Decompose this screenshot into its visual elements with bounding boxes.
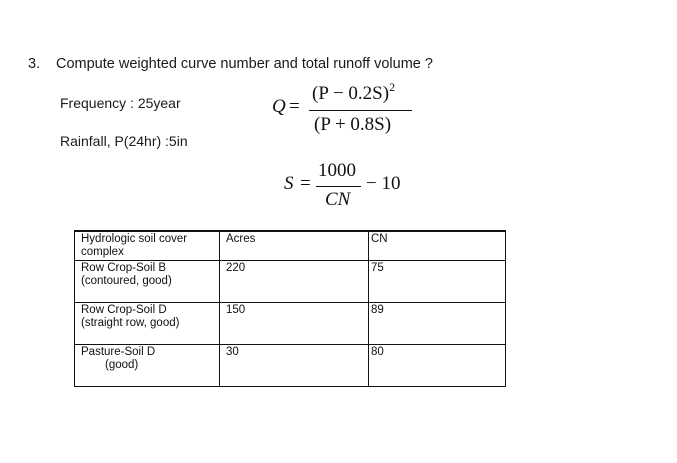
cell-cn: 80 xyxy=(369,345,506,387)
cell-complex: Row Crop-Soil B (contoured, good) xyxy=(75,261,220,303)
header-cn: CN xyxy=(369,231,506,261)
formula-q-lhs: Q xyxy=(272,96,286,117)
formula-s-lhs: S xyxy=(284,173,294,194)
table-row xyxy=(75,345,506,387)
formula-q-denominator: (P + 0.8S) xyxy=(314,114,392,135)
formula-s-denominator: CN xyxy=(325,189,351,210)
formula-q-exponent: 2 xyxy=(389,80,396,94)
formula-s-tail: − 10 xyxy=(366,173,401,194)
header-acres: Acres xyxy=(220,231,369,261)
cell-complex: Row Crop-Soil D (straight row, good) xyxy=(75,303,220,345)
table-row xyxy=(75,261,506,303)
cell-acres: 30 xyxy=(220,345,369,387)
cell-acres: 220 xyxy=(220,261,369,303)
formula-q-numerator: $(P - 0.2S)^2$ xyxy=(312,80,396,104)
formula-q-equals: = xyxy=(289,96,300,117)
table-header-row xyxy=(75,231,506,261)
question-number: 3. xyxy=(28,56,41,72)
header-complex: Hydrologic soil cover complex xyxy=(75,231,220,261)
cell-acres: 150 xyxy=(220,303,369,345)
formula-s-equals: = xyxy=(300,173,311,194)
cell-cn: 89 xyxy=(369,303,506,345)
formula-s-fraction-bar xyxy=(316,186,361,187)
cell-complex: Pasture-Soil D (good) xyxy=(75,345,220,387)
cell-cn: 75 xyxy=(369,261,506,303)
table-row xyxy=(75,303,506,345)
question-body: Compute weighted curve number and total runoff volume ? xyxy=(56,56,433,72)
formula-s-numerator: 1000 xyxy=(318,160,356,181)
soil-cover-table xyxy=(74,230,506,387)
rainfall-label: Rainfall, P(24hr) :5in xyxy=(60,133,188,149)
frequency-label: Frequency : 25year xyxy=(60,95,181,111)
